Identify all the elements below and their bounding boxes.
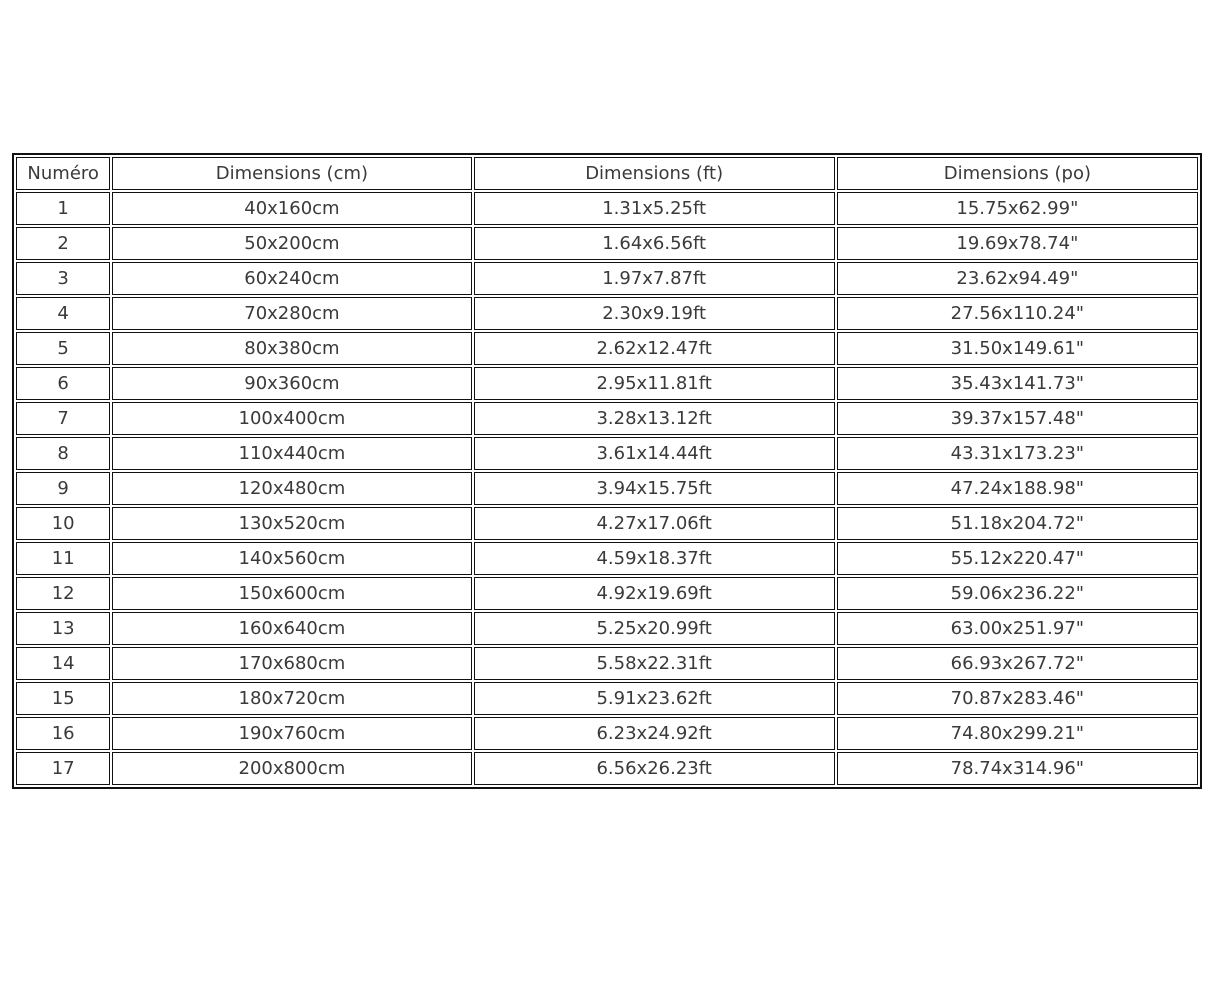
table-row [16, 647, 1198, 680]
cell-po: 39.37x157.48" [837, 402, 1198, 435]
cell-numero: 7 [16, 402, 110, 435]
cell-cm: 90x360cm [112, 367, 471, 400]
cell-ft: 6.56x26.23ft [474, 752, 835, 785]
cell-po: 63.00x251.97" [837, 612, 1198, 645]
cell-po: 35.43x141.73" [837, 367, 1198, 400]
cell-po: 47.24x188.98" [837, 472, 1198, 505]
cell-numero: 14 [16, 647, 110, 680]
cell-po: 31.50x149.61" [837, 332, 1198, 365]
table-row [16, 262, 1198, 295]
cell-ft: 1.64x6.56ft [474, 227, 835, 260]
table-row [16, 227, 1198, 260]
cell-ft: 2.30x9.19ft [474, 297, 835, 330]
cell-numero: 6 [16, 367, 110, 400]
table-row [16, 297, 1198, 330]
cell-ft: 2.62x12.47ft [474, 332, 835, 365]
cell-po: 78.74x314.96" [837, 752, 1198, 785]
cell-ft: 2.95x11.81ft [474, 367, 835, 400]
cell-cm: 160x640cm [112, 612, 471, 645]
cell-po: 66.93x267.72" [837, 647, 1198, 680]
cell-ft: 5.91x23.62ft [474, 682, 835, 715]
column-header-po: Dimensions (po) [837, 157, 1198, 190]
cell-cm: 170x680cm [112, 647, 471, 680]
cell-numero: 5 [16, 332, 110, 365]
cell-numero: 9 [16, 472, 110, 505]
cell-cm: 180x720cm [112, 682, 471, 715]
cell-numero: 10 [16, 507, 110, 540]
cell-cm: 190x760cm [112, 717, 471, 750]
cell-numero: 11 [16, 542, 110, 575]
cell-numero: 17 [16, 752, 110, 785]
cell-numero: 3 [16, 262, 110, 295]
column-header-numero: Numéro [16, 157, 110, 190]
cell-ft: 5.58x22.31ft [474, 647, 835, 680]
cell-numero: 13 [16, 612, 110, 645]
table-row [16, 612, 1198, 645]
table-row [16, 717, 1198, 750]
cell-numero: 2 [16, 227, 110, 260]
cell-ft: 3.94x15.75ft [474, 472, 835, 505]
table-row [16, 437, 1198, 470]
column-header-ft: Dimensions (ft) [474, 157, 835, 190]
cell-po: 27.56x110.24" [837, 297, 1198, 330]
cell-ft: 6.23x24.92ft [474, 717, 835, 750]
cell-cm: 110x440cm [112, 437, 471, 470]
cell-po: 43.31x173.23" [837, 437, 1198, 470]
table-row [16, 682, 1198, 715]
cell-numero: 16 [16, 717, 110, 750]
cell-cm: 130x520cm [112, 507, 471, 540]
cell-po: 51.18x204.72" [837, 507, 1198, 540]
table-row [16, 577, 1198, 610]
cell-cm: 80x380cm [112, 332, 471, 365]
cell-ft: 1.31x5.25ft [474, 192, 835, 225]
cell-cm: 40x160cm [112, 192, 471, 225]
cell-ft: 3.28x13.12ft [474, 402, 835, 435]
cell-ft: 1.97x7.87ft [474, 262, 835, 295]
cell-numero: 4 [16, 297, 110, 330]
cell-numero: 12 [16, 577, 110, 610]
cell-cm: 70x280cm [112, 297, 471, 330]
cell-ft: 3.61x14.44ft [474, 437, 835, 470]
cell-cm: 100x400cm [112, 402, 471, 435]
cell-cm: 50x200cm [112, 227, 471, 260]
header-row [16, 157, 1198, 190]
cell-po: 55.12x220.47" [837, 542, 1198, 575]
cell-ft: 5.25x20.99ft [474, 612, 835, 645]
table-row [16, 332, 1198, 365]
table-row [16, 752, 1198, 785]
table-row [16, 367, 1198, 400]
cell-po: 74.80x299.21" [837, 717, 1198, 750]
table-row [16, 507, 1198, 540]
cell-po: 19.69x78.74" [837, 227, 1198, 260]
size-conversion-table-container [12, 153, 1202, 789]
table-body [16, 192, 1198, 785]
table-header [16, 157, 1198, 190]
cell-numero: 15 [16, 682, 110, 715]
cell-ft: 4.59x18.37ft [474, 542, 835, 575]
table-row [16, 542, 1198, 575]
cell-numero: 1 [16, 192, 110, 225]
cell-ft: 4.92x19.69ft [474, 577, 835, 610]
cell-po: 15.75x62.99" [837, 192, 1198, 225]
cell-cm: 200x800cm [112, 752, 471, 785]
table-row [16, 472, 1198, 505]
cell-po: 70.87x283.46" [837, 682, 1198, 715]
table-row [16, 402, 1198, 435]
cell-ft: 4.27x17.06ft [474, 507, 835, 540]
cell-po: 23.62x94.49" [837, 262, 1198, 295]
cell-cm: 150x600cm [112, 577, 471, 610]
column-header-cm: Dimensions (cm) [112, 157, 471, 190]
cell-cm: 120x480cm [112, 472, 471, 505]
cell-cm: 60x240cm [112, 262, 471, 295]
cell-numero: 8 [16, 437, 110, 470]
size-conversion-table [12, 153, 1202, 789]
table-row [16, 192, 1198, 225]
cell-cm: 140x560cm [112, 542, 471, 575]
cell-po: 59.06x236.22" [837, 577, 1198, 610]
